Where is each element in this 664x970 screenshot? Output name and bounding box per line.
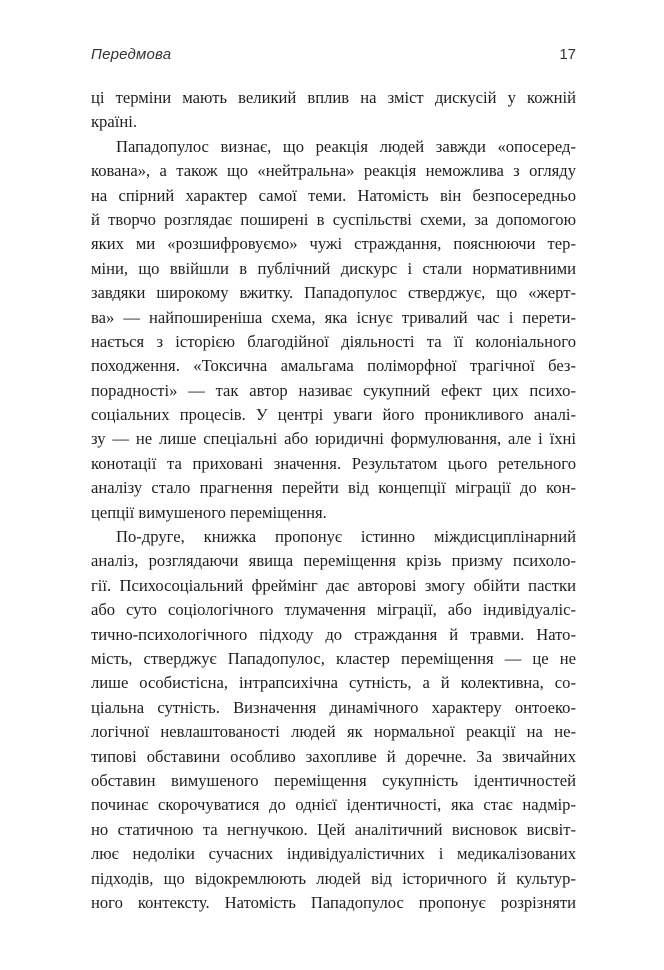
text-line: аналіз, розглядаючи явища переміщення крізь призму психоло- (91, 551, 576, 571)
text-line: лише особистісна, інтрапсихічна сутність, а й колективна, со- (91, 673, 576, 693)
text-line: типові обставини особливо захопливе й доречне. За звичайних (91, 746, 576, 766)
text-line: ного контексту. Натомість Пападопулос пропонує розрізняти (91, 892, 576, 912)
text-line: соціальних процесів. У центрі уваги його проникливого аналі- (91, 405, 576, 425)
text-line: По-друге, книжка пропонує істинно міждисциплінарний (116, 527, 576, 547)
text-line: обставин вимушеного переміщення сукупність ідентичностей (91, 770, 576, 790)
text-line: починає скорочуватися до однієї ідентичності, яка стає надмір- (91, 795, 576, 815)
text-line: мість, стверджує Пападопулос, кластер переміщення — це не (91, 648, 576, 668)
text-line: на спірний характер самої теми. Натомість він безпосередньо (91, 185, 576, 205)
running-head: Передмова (91, 46, 172, 63)
page-number: 17 (559, 46, 576, 63)
text-line: завдяки широкому вжитку. Пападопулос стверджує, що «жерт- (91, 283, 576, 303)
text-line: країні. (91, 112, 137, 132)
text-line: кована», а також що «нейтральна» реакція неможлива з огляду (91, 161, 576, 181)
text-line: й творчо розглядає поширені в суспільстві схеми, за допомогою (91, 209, 576, 229)
text-line: цепції вимушеного переміщення. (91, 502, 327, 522)
body-text (91, 86, 576, 915)
text-line: або суто соціологічного тлумачення міграції, або індивідуаліс- (91, 600, 576, 620)
text-line: міни, що ввійшли в публічний дискурс і стали нормативними (91, 258, 576, 278)
text-line: тично-психологічного підходу до страждання й травми. Нато- (91, 624, 576, 644)
text-line: ціальна сутність. Визначення динамічного характеру онтоеко- (91, 697, 576, 717)
text-line: гії. Психосоціальний фреймінг дає авторові змогу обійти пастки (91, 575, 576, 595)
text-line: Пападопулос визнає, що реакція людей завжди «опосеред- (116, 136, 576, 156)
text-line: аналізу стало прагнення перейти від концепції міграції до кон- (91, 478, 576, 498)
text-line: яких ми «розшифровуємо» чужі страждання, пояснюючи тер- (91, 234, 576, 254)
text-line: зу — не лише спеціальні або юридичні формулювання, але і їхні (91, 429, 576, 449)
text-line: но статичною та негнучкою. Цей аналітичний висновок висвіт- (91, 819, 576, 839)
text-line: лює недоліки сучасних індивідуалістичних і медикалізованих (91, 844, 576, 864)
text-line: ці терміни мають великий вплив на зміст дискусій у кожній (91, 88, 576, 107)
text-line: підходів, що відокремлюють людей від історичного й культур- (91, 868, 576, 888)
text-line: ва» — найпоширеніша схема, яка існує тривалий час і перети- (91, 307, 576, 327)
text-line: логічної невлаштованості людей як нормальної реакції на не- (91, 722, 576, 742)
text-line: нається з історією благодійної діяльності та її колоніального (91, 331, 576, 351)
text-line: походження. «Токсична амальгама поліморфної трагічної без- (91, 356, 576, 376)
text-line: порадності» — так автор називає сукупний ефект цих психо- (91, 380, 576, 400)
text-line: конотації та приховані значення. Результатом цього ретельного (91, 453, 576, 473)
